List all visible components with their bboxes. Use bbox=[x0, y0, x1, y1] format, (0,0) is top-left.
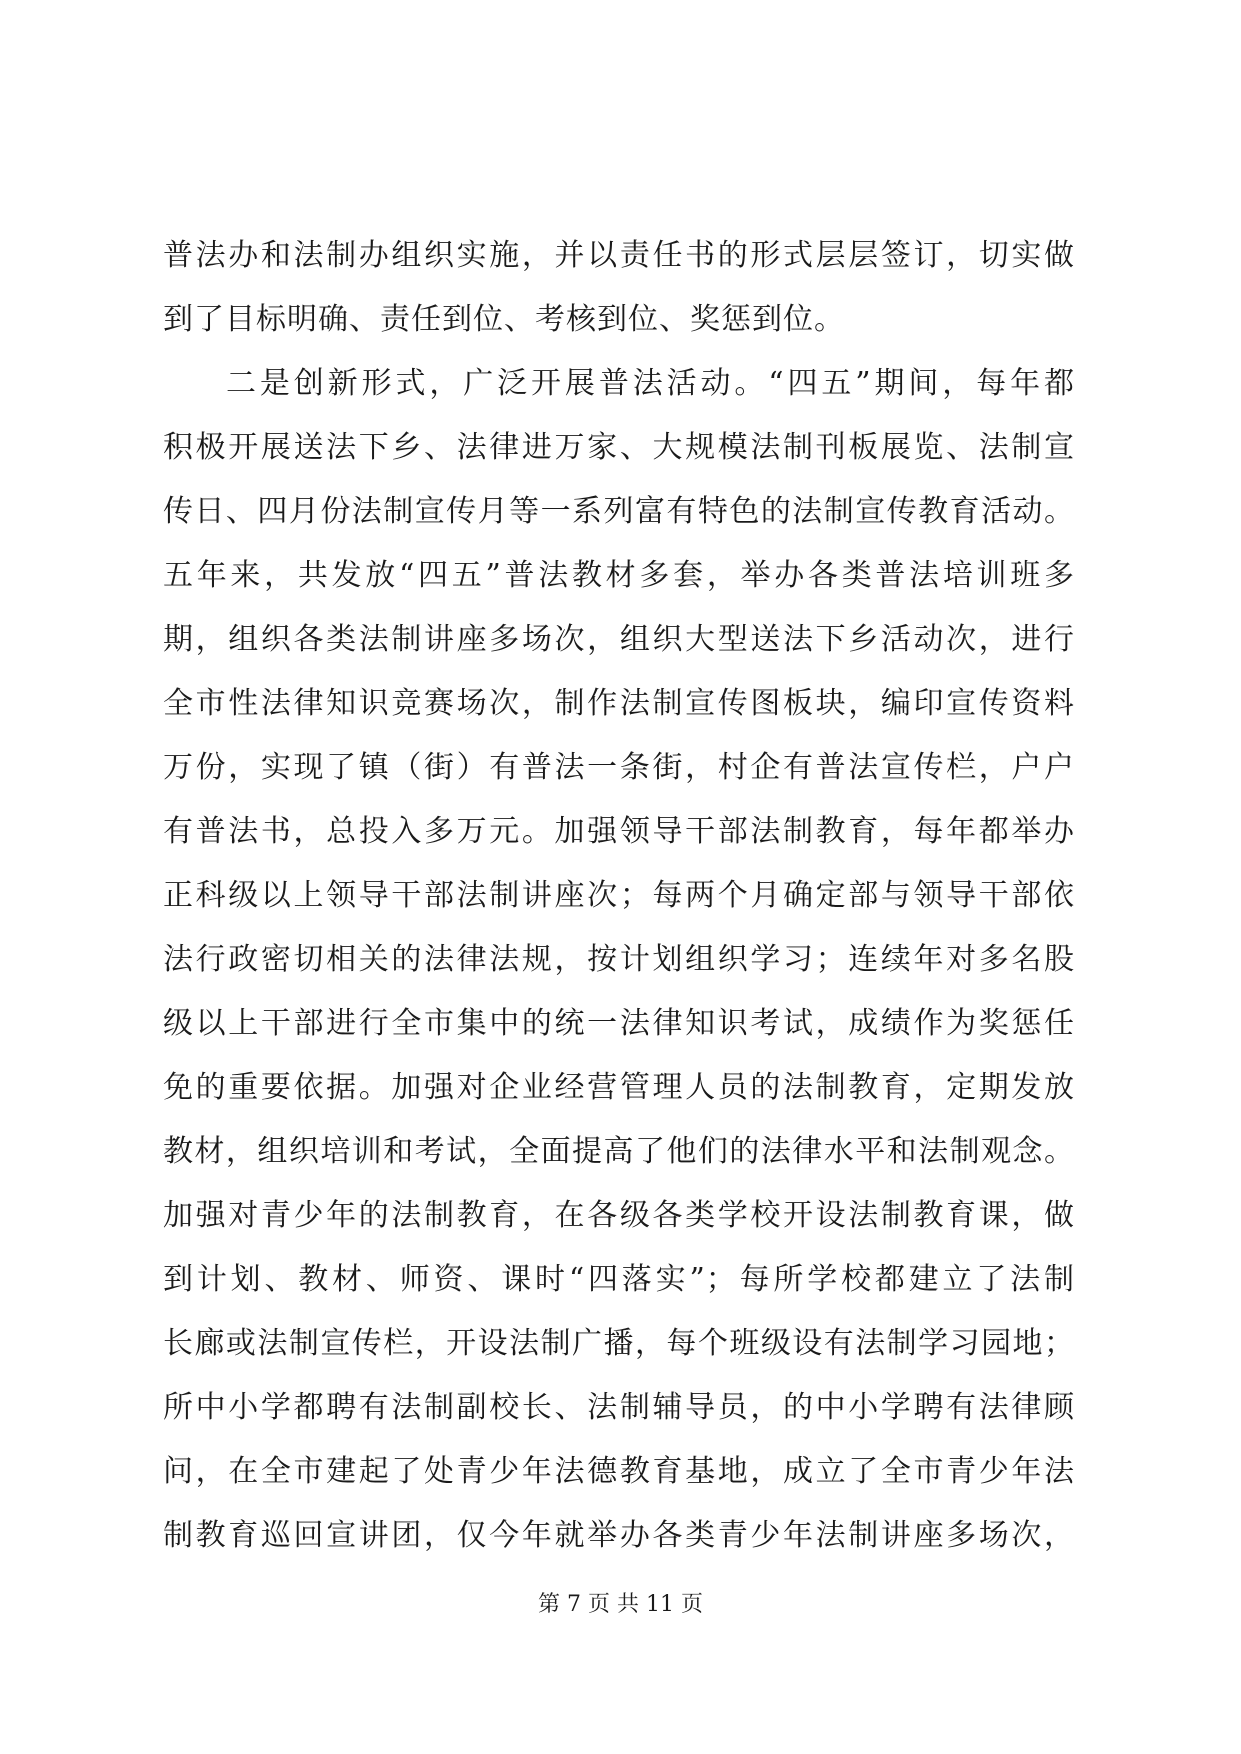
body-text-line: 积极开展送法下乡、法律进万家、大规模法制刊板展览、法制宣 bbox=[163, 430, 1075, 465]
body-text-line: 有普法书，总投入多万元。加强领导干部法制教育，每年都举办 bbox=[163, 814, 1075, 849]
body-text-line: 五年来，共发放“四五”普法教材多套，举办各类普法培训班多 bbox=[163, 558, 1075, 593]
body-text-line: 所中小学都聘有法制副校长、法制辅导员，的中小学聘有法律顾 bbox=[163, 1390, 1075, 1425]
body-text-line: 问，在全市建起了处青少年法德教育基地，成立了全市青少年法 bbox=[163, 1454, 1075, 1489]
body-text-line: 加强对青少年的法制教育，在各级各类学校开设法制教育课，做 bbox=[163, 1198, 1075, 1233]
body-text-line: 传日、四月份法制宣传月等一系列富有特色的法制宣传教育活动。 bbox=[163, 494, 1075, 529]
body-text-line: 长廊或法制宣传栏，开设法制广播，每个班级设有法制学习园地； bbox=[163, 1326, 1075, 1361]
body-text-line: 教材，组织培训和考试，全面提高了他们的法律水平和法制观念。 bbox=[163, 1134, 1075, 1169]
body-text-line: 免的重要依据。加强对企业经营管理人员的法制教育，定期发放 bbox=[163, 1070, 1075, 1105]
body-text-line: 制教育巡回宣讲团，仅今年就举办各类青少年法制讲座多场次， bbox=[163, 1518, 1075, 1553]
page-number-footer: 第 7 页 共 11 页 bbox=[538, 1592, 703, 1617]
body-text-line: 全市性法律知识竞赛场次，制作法制宣传图板块，编印宣传资料 bbox=[163, 686, 1075, 721]
body-text-line: 级以上干部进行全市集中的统一法律知识考试，成绩作为奖惩任 bbox=[163, 1006, 1075, 1041]
body-text-line: 普法办和法制办组织实施，并以责任书的形式层层签订，切实做 bbox=[163, 238, 1075, 273]
body-text-line: 正科级以上领导干部法制讲座次；每两个月确定部与领导干部依 bbox=[163, 878, 1075, 913]
body-text-line: 期，组织各类法制讲座多场次，组织大型送法下乡活动次，进行 bbox=[163, 622, 1075, 657]
body-text-line: 万份，实现了镇（街）有普法一条街，村企有普法宣传栏，户户 bbox=[163, 750, 1075, 785]
body-text-line: 到计划、教材、师资、课时“四落实”；每所学校都建立了法制 bbox=[163, 1262, 1075, 1297]
body-text-line: 法行政密切相关的法律法规，按计划组织学习；连续年对多名股 bbox=[163, 942, 1075, 977]
paragraph-first-line: 二是创新形式，广泛开展普法活动。“四五”期间，每年都 bbox=[226, 366, 1075, 401]
body-text-line: 到了目标明确、责任到位、考核到位、奖惩到位。 bbox=[163, 302, 845, 337]
